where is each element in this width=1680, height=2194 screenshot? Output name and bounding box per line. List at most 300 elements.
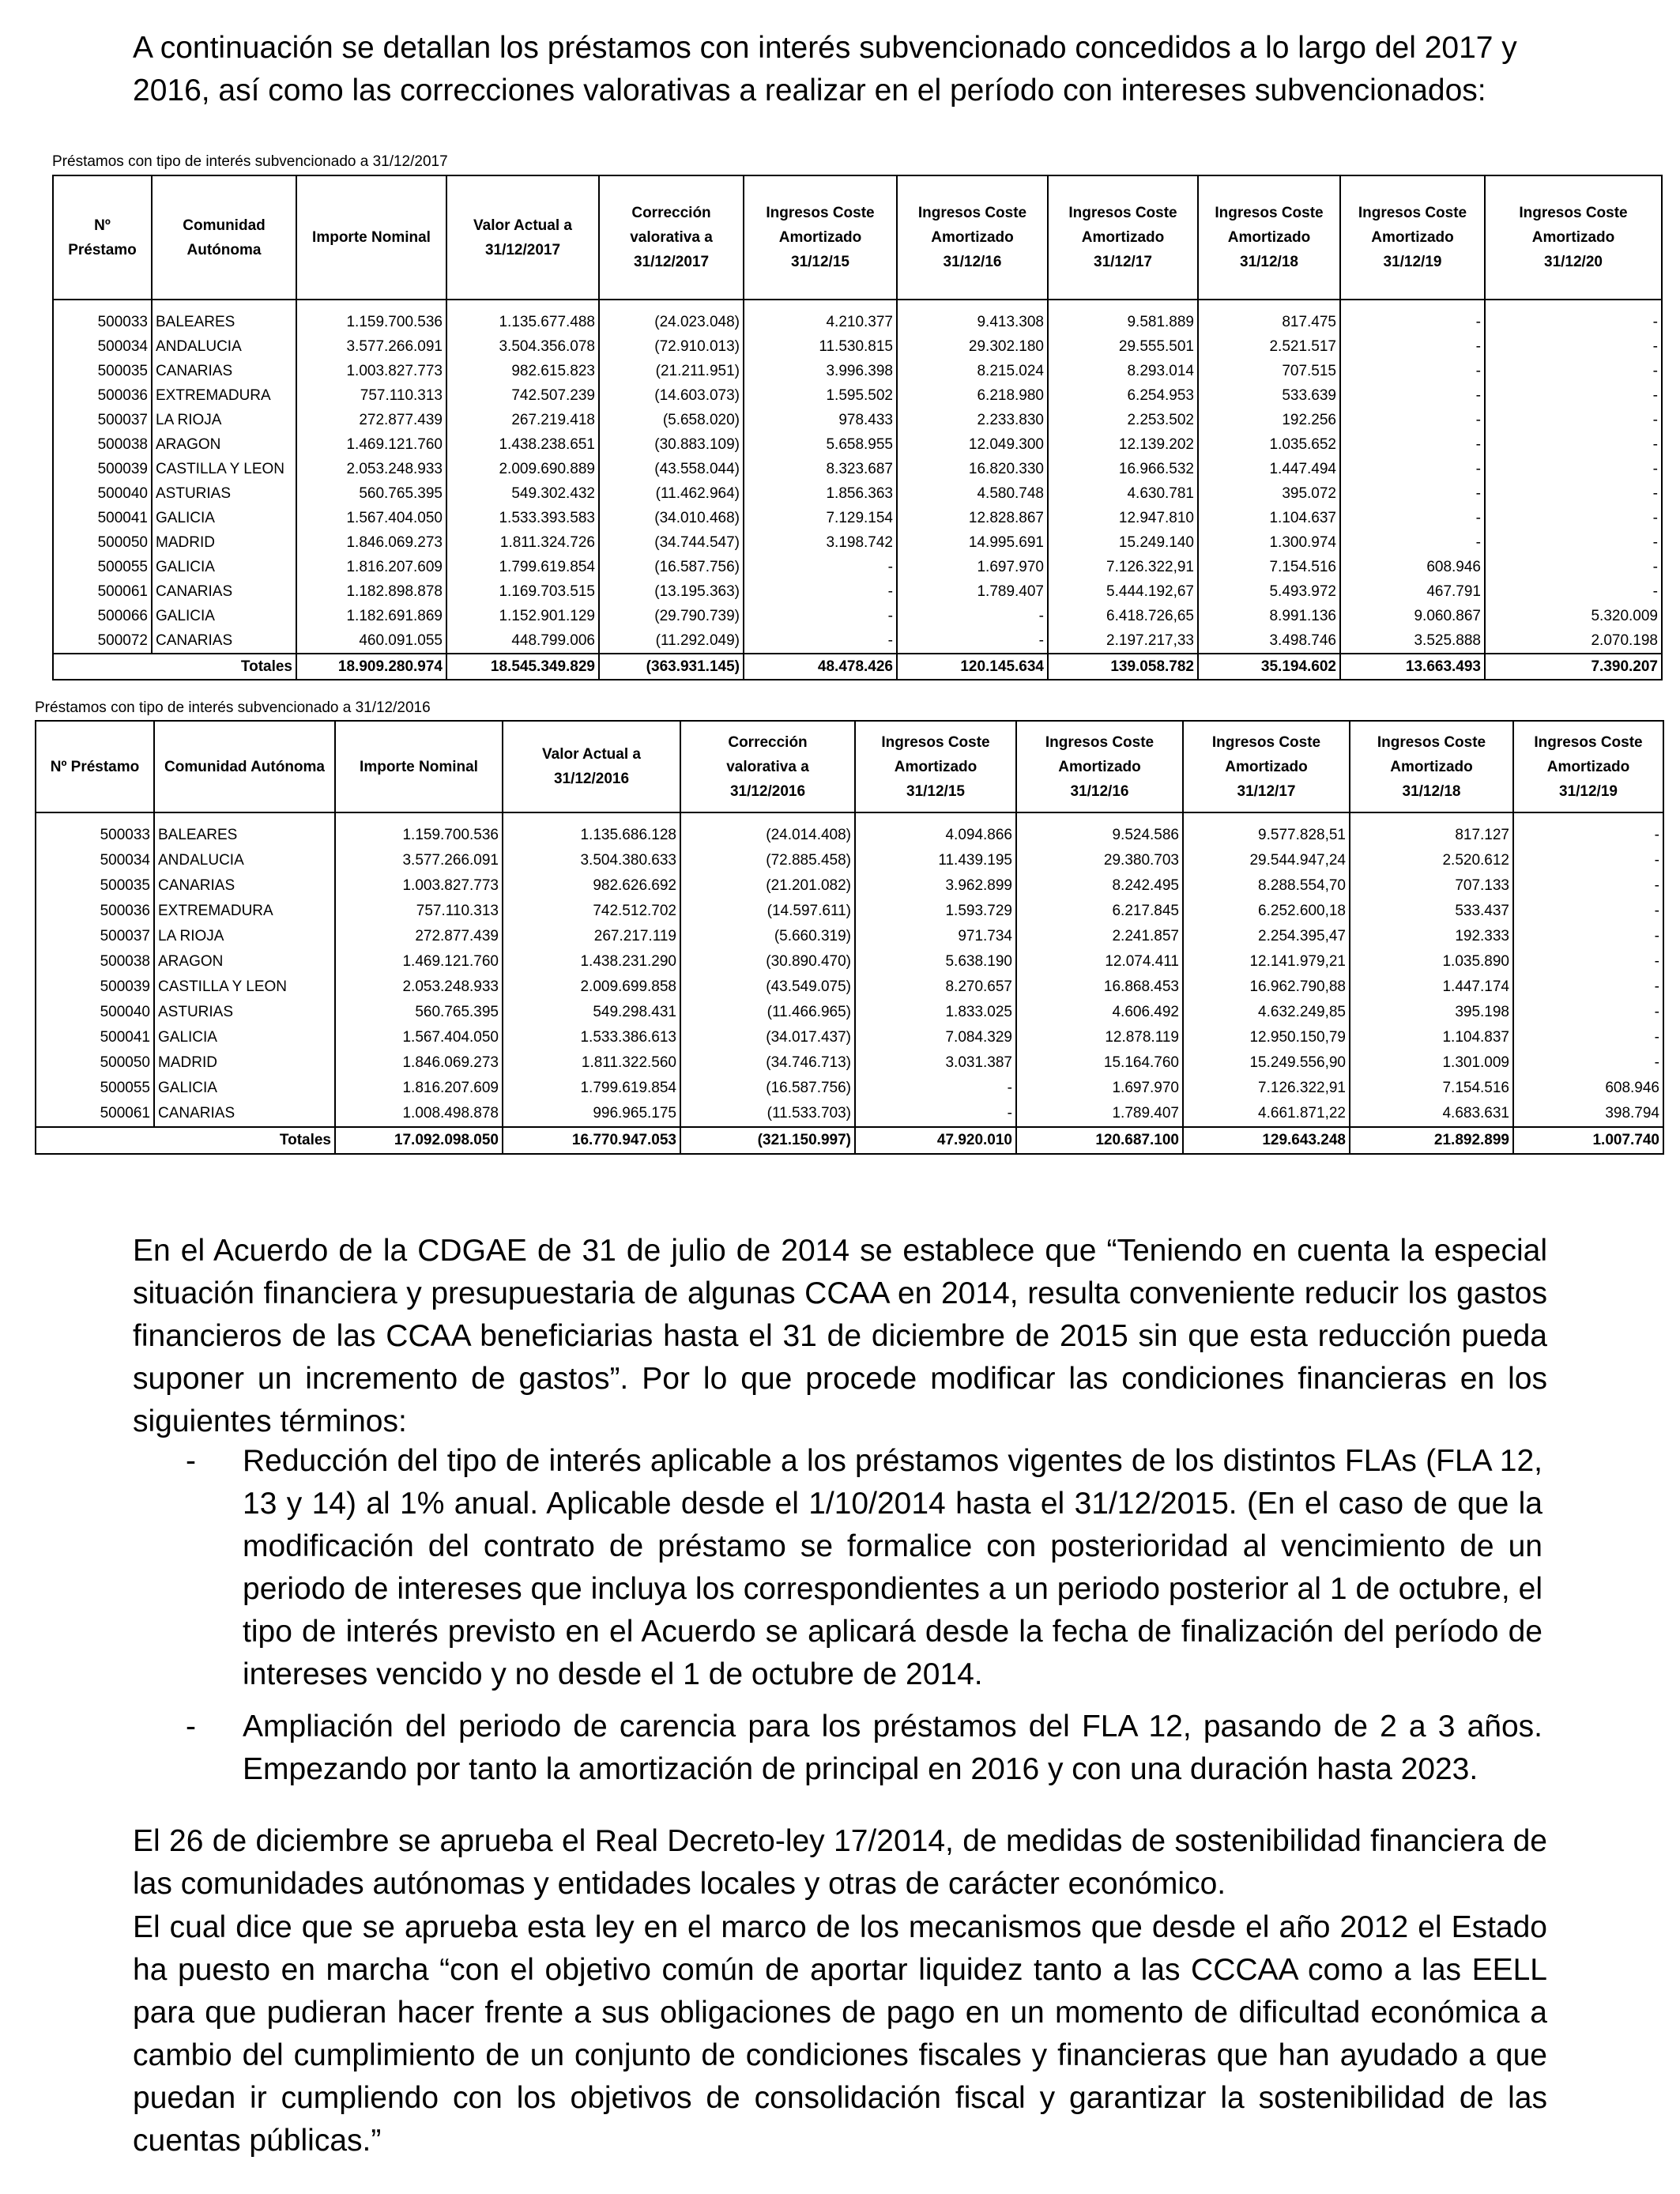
column-header: Corrección valorativa a 31/12/2017 xyxy=(599,175,744,300)
amount-cell: 12.828.867 xyxy=(897,506,1048,530)
amount-cell: 1.469.121.760 xyxy=(335,949,503,974)
table-row xyxy=(36,974,1663,1000)
amount-cell: - xyxy=(1485,506,1662,530)
community-cell: ARAGON xyxy=(152,432,296,457)
column-header: Ingresos Coste Amortizado 31/12/18 xyxy=(1350,721,1513,812)
community-cell: GALICIA xyxy=(154,1025,335,1050)
amount-cell: 1.104.637 xyxy=(1198,506,1340,530)
amount-cell: 1.169.703.515 xyxy=(446,579,599,604)
amount-cell: 398.794 xyxy=(1513,1101,1663,1127)
amount-cell: - xyxy=(897,604,1048,628)
bullet-text: Reducción del tipo de interés aplicable a los préstamos vigentes de los distintos FLAs (FLA 12, 13 y 14) al 1% anual. Aplicable desde el 1/10/2014 hasta el 31/12/2015. (En el caso de que la modificación del contrato de préstamo se formalice con posterioridad al vencimiento de un periodo de intereses que incluya los correspondientes a un periodo posterior al 1 de octubre, el tipo de interés previsto en el Acuerdo se aplicará desde la fecha de finalización del período de intereses vencido y no desde el 1 de octubre de 2014. xyxy=(243,1444,1543,1691)
community-cell: CANARIAS xyxy=(152,579,296,604)
amount-cell: 12.141.979,21 xyxy=(1183,949,1350,974)
amount-cell: 272.877.439 xyxy=(335,924,503,949)
amount-cell: 1.593.729 xyxy=(855,899,1016,924)
community-cell: CASTILLA Y LEON xyxy=(154,974,335,1000)
amount-cell: 2.520.612 xyxy=(1350,848,1513,873)
amount-cell: 3.498.746 xyxy=(1198,628,1340,654)
amount-cell: 742.512.702 xyxy=(503,899,680,924)
column-header: Comunidad Autónoma xyxy=(154,721,335,812)
totals-label: Totales xyxy=(53,654,296,680)
amount-cell: 1.159.700.536 xyxy=(296,300,446,334)
community-cell: LA RIOJA xyxy=(152,408,296,432)
total-cell: 1.007.740 xyxy=(1513,1127,1663,1154)
amount-cell: 7.154.516 xyxy=(1350,1076,1513,1101)
amount-cell: (72.885.458) xyxy=(680,848,855,873)
table-row xyxy=(36,1101,1663,1127)
table-row xyxy=(53,334,1662,359)
column-header: Valor Actual a 31/12/2017 xyxy=(446,175,599,300)
amount-cell: 467.791 xyxy=(1340,579,1485,604)
loan-number-cell: 500034 xyxy=(36,848,154,873)
total-cell: 17.092.098.050 xyxy=(335,1127,503,1154)
table-row xyxy=(53,579,1662,604)
amount-cell: 29.555.501 xyxy=(1048,334,1198,359)
amount-cell: 1.003.827.773 xyxy=(335,873,503,899)
amount-cell: - xyxy=(1513,949,1663,974)
amount-cell: 1.567.404.050 xyxy=(296,506,446,530)
amount-cell: 817.127 xyxy=(1350,812,1513,848)
amount-cell: (72.910.013) xyxy=(599,334,744,359)
total-cell: (363.931.145) xyxy=(599,654,744,680)
amount-cell: - xyxy=(1340,481,1485,506)
community-cell: MADRID xyxy=(154,1050,335,1076)
total-cell: 21.892.899 xyxy=(1350,1127,1513,1154)
amount-cell: 4.210.377 xyxy=(744,300,897,334)
amount-cell: 533.437 xyxy=(1350,899,1513,924)
loan-number-cell: 500050 xyxy=(53,530,152,555)
amount-cell: 707.133 xyxy=(1350,873,1513,899)
amount-cell: (34.746.713) xyxy=(680,1050,855,1076)
amount-cell: 982.626.692 xyxy=(503,873,680,899)
amount-cell: (34.744.547) xyxy=(599,530,744,555)
amount-cell: 12.049.300 xyxy=(897,432,1048,457)
amount-cell: 7.154.516 xyxy=(1198,555,1340,579)
table-row xyxy=(36,812,1663,848)
amount-cell: 608.946 xyxy=(1340,555,1485,579)
amount-cell: - xyxy=(1485,457,1662,481)
amount-cell: (16.587.756) xyxy=(599,555,744,579)
community-cell: ASTURIAS xyxy=(152,481,296,506)
column-header: Importe Nominal xyxy=(335,721,503,812)
amount-cell: 395.198 xyxy=(1350,1000,1513,1025)
column-header: Ingresos Coste Amortizado 31/12/19 xyxy=(1513,721,1663,812)
amount-cell: - xyxy=(1340,334,1485,359)
amount-cell: 4.683.631 xyxy=(1350,1101,1513,1127)
amount-cell: 3.198.742 xyxy=(744,530,897,555)
table-row xyxy=(53,432,1662,457)
amount-cell: 1.533.386.613 xyxy=(503,1025,680,1050)
amount-cell: 12.950.150,79 xyxy=(1183,1025,1350,1050)
amount-cell: 533.639 xyxy=(1198,383,1340,408)
amount-cell: 6.218.980 xyxy=(897,383,1048,408)
column-header: Ingresos Coste Amortizado 31/12/19 xyxy=(1340,175,1485,300)
amount-cell: 971.734 xyxy=(855,924,1016,949)
amount-cell: 2.197.217,33 xyxy=(1048,628,1198,654)
amount-cell: (11.533.703) xyxy=(680,1101,855,1127)
amount-cell: - xyxy=(1485,530,1662,555)
table-row xyxy=(36,1000,1663,1025)
amount-cell: 267.217.119 xyxy=(503,924,680,949)
table-2017-caption: Préstamos con tipo de interés subvencionado a 31/12/2017 xyxy=(52,153,448,170)
total-cell: 120.145.634 xyxy=(897,654,1048,680)
amount-cell: 2.233.830 xyxy=(897,408,1048,432)
amount-cell: - xyxy=(1485,334,1662,359)
amount-cell: - xyxy=(1513,899,1663,924)
amount-cell: 608.946 xyxy=(1513,1076,1663,1101)
amount-cell: 757.110.313 xyxy=(296,383,446,408)
amount-cell: (14.603.073) xyxy=(599,383,744,408)
community-cell: LA RIOJA xyxy=(154,924,335,949)
table-row xyxy=(53,555,1662,579)
amount-cell: 4.094.866 xyxy=(855,812,1016,848)
amount-cell: 8.323.687 xyxy=(744,457,897,481)
loan-number-cell: 500055 xyxy=(36,1076,154,1101)
amount-cell: 2.009.690.889 xyxy=(446,457,599,481)
amount-cell: - xyxy=(1485,432,1662,457)
amount-cell: (5.660.319) xyxy=(680,924,855,949)
amount-cell: 8.293.014 xyxy=(1048,359,1198,383)
community-cell: GALICIA xyxy=(152,555,296,579)
amount-cell: (34.017.437) xyxy=(680,1025,855,1050)
amount-cell: 29.544.947,24 xyxy=(1183,848,1350,873)
intro-paragraph: A continuación se detallan los préstamos con interés subvencionado concedidos a lo largo del 2017 y 2016, así como las correcciones valorativas a realizar en el período con intereses subvencionados: xyxy=(133,31,1517,107)
amount-cell: 2.253.502 xyxy=(1048,408,1198,432)
amount-cell: 9.577.828,51 xyxy=(1183,812,1350,848)
amount-cell: 1.799.619.854 xyxy=(446,555,599,579)
community-cell: BALEARES xyxy=(154,812,335,848)
table-2017 xyxy=(52,175,1663,680)
amount-cell: 1.789.407 xyxy=(897,579,1048,604)
amount-cell: 395.072 xyxy=(1198,481,1340,506)
loan-number-cell: 500066 xyxy=(53,604,152,628)
table-row xyxy=(53,383,1662,408)
column-header: Ingresos Coste Amortizado 31/12/15 xyxy=(855,721,1016,812)
amount-cell: 742.507.239 xyxy=(446,383,599,408)
amount-cell: 1.301.009 xyxy=(1350,1050,1513,1076)
amount-cell: 4.632.249,85 xyxy=(1183,1000,1350,1025)
amount-cell: (43.558.044) xyxy=(599,457,744,481)
column-header: Ingresos Coste Amortizado 31/12/20 xyxy=(1485,175,1662,300)
amount-cell: 1.152.901.129 xyxy=(446,604,599,628)
amount-cell: 1.816.207.609 xyxy=(335,1076,503,1101)
amount-cell: 978.433 xyxy=(744,408,897,432)
bullet-item xyxy=(186,1706,1545,1793)
amount-cell: 7.129.154 xyxy=(744,506,897,530)
table-row xyxy=(53,408,1662,432)
amount-cell: 3.577.266.091 xyxy=(296,334,446,359)
amount-cell: 272.877.439 xyxy=(296,408,446,432)
community-cell: CANARIAS xyxy=(152,359,296,383)
amount-cell: 1.846.069.273 xyxy=(296,530,446,555)
total-cell: 47.920.010 xyxy=(855,1127,1016,1154)
amount-cell: 1.697.970 xyxy=(1016,1076,1183,1101)
total-cell: 18.909.280.974 xyxy=(296,654,446,680)
amount-cell: (21.211.951) xyxy=(599,359,744,383)
amount-cell: 3.504.356.078 xyxy=(446,334,599,359)
community-cell: CANARIAS xyxy=(154,873,335,899)
table-row xyxy=(36,949,1663,974)
amount-cell: 15.249.140 xyxy=(1048,530,1198,555)
loan-number-cell: 500040 xyxy=(53,481,152,506)
amount-cell: 9.060.867 xyxy=(1340,604,1485,628)
bullet-item xyxy=(186,1440,1545,1696)
community-cell: GALICIA xyxy=(154,1076,335,1101)
amount-cell: - xyxy=(1513,812,1663,848)
table-row xyxy=(53,506,1662,530)
amount-cell: 3.962.899 xyxy=(855,873,1016,899)
amount-cell: - xyxy=(1340,359,1485,383)
amount-cell: 1.846.069.273 xyxy=(335,1050,503,1076)
amount-cell: 707.515 xyxy=(1198,359,1340,383)
amount-cell: 5.493.972 xyxy=(1198,579,1340,604)
amount-cell: 1.438.231.290 xyxy=(503,949,680,974)
table-row xyxy=(53,481,1662,506)
amount-cell: 2.053.248.933 xyxy=(296,457,446,481)
amount-cell: 5.444.192,67 xyxy=(1048,579,1198,604)
paragraph-cdgae-agreement: En el Acuerdo de la CDGAE de 31 de julio de 2014 se establece que “Teniendo en cuenta la especial situación financiera y presupuestaria de algunas CCAA en 2014, resulta conveniente reducir los gastos financieros de las CCAA beneficiarias hasta el 31 de diciembre de 2015 sin que esta reducción pueda suponer un incremento de gastos”. Por lo que procede modificar las condiciones financieras en los siguientes términos: xyxy=(133,1234,1547,1438)
amount-cell: 1.182.691.869 xyxy=(296,604,446,628)
amount-cell: (30.890.470) xyxy=(680,949,855,974)
table-row xyxy=(53,530,1662,555)
amount-cell: - xyxy=(1340,457,1485,481)
community-cell: EXTREMADURA xyxy=(152,383,296,408)
amount-cell: - xyxy=(1485,579,1662,604)
amount-cell: (13.195.363) xyxy=(599,579,744,604)
amount-cell: 15.249.556,90 xyxy=(1183,1050,1350,1076)
amount-cell: (21.201.082) xyxy=(680,873,855,899)
amount-cell: 1.438.238.651 xyxy=(446,432,599,457)
loan-number-cell: 500039 xyxy=(36,974,154,1000)
loan-number-cell: 500072 xyxy=(53,628,152,654)
loan-number-cell: 500055 xyxy=(53,555,152,579)
table-row xyxy=(36,1076,1663,1101)
amount-cell: (43.549.075) xyxy=(680,974,855,1000)
amount-cell: 29.302.180 xyxy=(897,334,1048,359)
amount-cell: - xyxy=(1485,359,1662,383)
column-header: Nº Préstamo xyxy=(36,721,154,812)
amount-cell: - xyxy=(1485,383,1662,408)
amount-cell: - xyxy=(1340,383,1485,408)
amount-cell: 5.638.190 xyxy=(855,949,1016,974)
column-header: Ingresos Coste Amortizado 31/12/16 xyxy=(897,175,1048,300)
amount-cell: 12.878.119 xyxy=(1016,1025,1183,1050)
column-header: Valor Actual a 31/12/2016 xyxy=(503,721,680,812)
table-row xyxy=(36,924,1663,949)
amount-cell: (11.466.965) xyxy=(680,1000,855,1025)
table-2016 xyxy=(35,720,1664,1155)
column-header: Comunidad Autónoma xyxy=(152,175,296,300)
paragraph-mechanisms: El cual dice que se aprueba esta ley en el marco de los mecanismos que desde el año 2012 el Estado ha puesto en marcha “con el objetivo común de aportar liquidez tanto a las CCCAA como a las EELL para que pudieran hacer frente a sus obligaciones de pago en un momento de dificultad económica a cambio del cumplimiento de un conjunto de condiciones fiscales y financieras que han ayudado a que puedan ir cumpliendo con los objetivos de consolidación fiscal y garantizar la sostenibilidad de las cuentas públicas.” xyxy=(133,1910,1547,2158)
amount-cell: - xyxy=(855,1101,1016,1127)
amount-cell: 8.270.657 xyxy=(855,974,1016,1000)
amount-cell: 982.615.823 xyxy=(446,359,599,383)
community-cell: ANDALUCIA xyxy=(154,848,335,873)
amount-cell: 1.003.827.773 xyxy=(296,359,446,383)
amount-cell: - xyxy=(855,1076,1016,1101)
amount-cell: 1.135.677.488 xyxy=(446,300,599,334)
amount-cell: - xyxy=(744,555,897,579)
amount-cell: (16.587.756) xyxy=(680,1076,855,1101)
amount-cell: 9.581.889 xyxy=(1048,300,1198,334)
loan-number-cell: 500038 xyxy=(36,949,154,974)
amount-cell: 2.053.248.933 xyxy=(335,974,503,1000)
amount-cell: 1.008.498.878 xyxy=(335,1101,503,1127)
table-row xyxy=(36,873,1663,899)
total-cell: 120.687.100 xyxy=(1016,1127,1183,1154)
community-cell: GALICIA xyxy=(152,506,296,530)
amount-cell: 16.966.532 xyxy=(1048,457,1198,481)
amount-cell: 5.320.009 xyxy=(1485,604,1662,628)
loan-number-cell: 500036 xyxy=(53,383,152,408)
column-header: Ingresos Coste Amortizado 31/12/15 xyxy=(744,175,897,300)
amount-cell: (24.023.048) xyxy=(599,300,744,334)
loan-number-cell: 500034 xyxy=(53,334,152,359)
loan-number-cell: 500036 xyxy=(36,899,154,924)
amount-cell: 1.811.322.560 xyxy=(503,1050,680,1076)
amount-cell: 1.300.974 xyxy=(1198,530,1340,555)
amount-cell: 2.241.857 xyxy=(1016,924,1183,949)
amount-cell: (11.292.049) xyxy=(599,628,744,654)
amount-cell: 560.765.395 xyxy=(296,481,446,506)
amount-cell: - xyxy=(1485,408,1662,432)
loan-number-cell: 500038 xyxy=(53,432,152,457)
loan-number-cell: 500041 xyxy=(36,1025,154,1050)
amount-cell: - xyxy=(744,579,897,604)
amount-cell: 1.856.363 xyxy=(744,481,897,506)
amount-cell: 1.447.494 xyxy=(1198,457,1340,481)
totals-row xyxy=(53,654,1662,680)
amount-cell: (14.597.611) xyxy=(680,899,855,924)
loan-number-cell: 500041 xyxy=(53,506,152,530)
amount-cell: 3.031.387 xyxy=(855,1050,1016,1076)
loan-number-cell: 500061 xyxy=(36,1101,154,1127)
amount-cell: 6.217.845 xyxy=(1016,899,1183,924)
totals-label: Totales xyxy=(36,1127,335,1154)
amount-cell: 6.252.600,18 xyxy=(1183,899,1350,924)
column-header: Ingresos Coste Amortizado 31/12/17 xyxy=(1183,721,1350,812)
total-cell: 18.545.349.829 xyxy=(446,654,599,680)
loan-number-cell: 500033 xyxy=(36,812,154,848)
community-cell: ASTURIAS xyxy=(154,1000,335,1025)
amount-cell: - xyxy=(1513,924,1663,949)
amount-cell: 192.256 xyxy=(1198,408,1340,432)
loan-number-cell: 500050 xyxy=(36,1050,154,1076)
amount-cell: 12.139.202 xyxy=(1048,432,1198,457)
table-2016-caption: Préstamos con tipo de interés subvencionado a 31/12/2016 xyxy=(35,699,431,716)
amount-cell: 1.595.502 xyxy=(744,383,897,408)
amount-cell: - xyxy=(1485,300,1662,334)
community-cell: GALICIA xyxy=(152,604,296,628)
amount-cell: 1.135.686.128 xyxy=(503,812,680,848)
amount-cell: 1.789.407 xyxy=(1016,1101,1183,1127)
column-header: Ingresos Coste Amortizado 31/12/16 xyxy=(1016,721,1183,812)
amount-cell: 11.530.815 xyxy=(744,334,897,359)
amount-cell: (30.883.109) xyxy=(599,432,744,457)
table-row xyxy=(53,300,1662,334)
amount-cell: - xyxy=(1340,506,1485,530)
amount-cell: 1.533.393.583 xyxy=(446,506,599,530)
amount-cell: - xyxy=(1513,974,1663,1000)
amount-cell: - xyxy=(1485,481,1662,506)
amount-cell: 7.084.329 xyxy=(855,1025,1016,1050)
amount-cell: 8.242.495 xyxy=(1016,873,1183,899)
loan-number-cell: 500061 xyxy=(53,579,152,604)
column-header: Corrección valorativa a 31/12/2016 xyxy=(680,721,855,812)
totals-row xyxy=(36,1127,1663,1154)
amount-cell: 757.110.313 xyxy=(335,899,503,924)
amount-cell: 16.868.453 xyxy=(1016,974,1183,1000)
total-cell: 7.390.207 xyxy=(1485,654,1662,680)
bullet-dash: - xyxy=(186,1444,196,1478)
table-row xyxy=(53,359,1662,383)
amount-cell: - xyxy=(1340,530,1485,555)
amount-cell: 16.820.330 xyxy=(897,457,1048,481)
amount-cell: - xyxy=(1513,1000,1663,1025)
amount-cell: 11.439.195 xyxy=(855,848,1016,873)
amount-cell: 1.816.207.609 xyxy=(296,555,446,579)
amount-cell: 14.995.691 xyxy=(897,530,1048,555)
amount-cell: - xyxy=(1485,555,1662,579)
amount-cell: 6.418.726,65 xyxy=(1048,604,1198,628)
loan-number-cell: 500040 xyxy=(36,1000,154,1025)
table-row xyxy=(53,604,1662,628)
amount-cell: 12.074.411 xyxy=(1016,949,1183,974)
total-cell: 48.478.426 xyxy=(744,654,897,680)
community-cell: CANARIAS xyxy=(152,628,296,654)
community-cell: CANARIAS xyxy=(154,1101,335,1127)
amount-cell: (5.658.020) xyxy=(599,408,744,432)
amount-cell: 3.577.266.091 xyxy=(335,848,503,873)
amount-cell: 15.164.760 xyxy=(1016,1050,1183,1076)
amount-cell: - xyxy=(897,628,1048,654)
amount-cell: 5.658.955 xyxy=(744,432,897,457)
amount-cell: 817.475 xyxy=(1198,300,1340,334)
amount-cell: - xyxy=(744,604,897,628)
community-cell: EXTREMADURA xyxy=(154,899,335,924)
total-cell: 139.058.782 xyxy=(1048,654,1198,680)
total-cell: (321.150.997) xyxy=(680,1127,855,1154)
community-cell: ARAGON xyxy=(154,949,335,974)
amount-cell: 2.254.395,47 xyxy=(1183,924,1350,949)
column-header: Ingresos Coste Amortizado 31/12/18 xyxy=(1198,175,1340,300)
amount-cell: 549.302.432 xyxy=(446,481,599,506)
amount-cell: 2.070.198 xyxy=(1485,628,1662,654)
table-row xyxy=(53,628,1662,654)
amount-cell: 560.765.395 xyxy=(335,1000,503,1025)
amount-cell: (34.010.468) xyxy=(599,506,744,530)
amount-cell: (11.462.964) xyxy=(599,481,744,506)
amount-cell: 7.126.322,91 xyxy=(1048,555,1198,579)
amount-cell: 1.447.174 xyxy=(1350,974,1513,1000)
amount-cell: 3.996.398 xyxy=(744,359,897,383)
community-cell: MADRID xyxy=(152,530,296,555)
amount-cell: - xyxy=(744,628,897,654)
table-row xyxy=(36,899,1663,924)
community-cell: ANDALUCIA xyxy=(152,334,296,359)
table-row xyxy=(36,1050,1663,1076)
amount-cell: 9.413.308 xyxy=(897,300,1048,334)
amount-cell: - xyxy=(1513,1025,1663,1050)
amount-cell: 996.965.175 xyxy=(503,1101,680,1127)
amount-cell: 4.630.781 xyxy=(1048,481,1198,506)
amount-cell: 549.298.431 xyxy=(503,1000,680,1025)
loan-number-cell: 500035 xyxy=(36,873,154,899)
amount-cell: 2.521.517 xyxy=(1198,334,1340,359)
amount-cell: (29.790.739) xyxy=(599,604,744,628)
community-cell: CASTILLA Y LEON xyxy=(152,457,296,481)
